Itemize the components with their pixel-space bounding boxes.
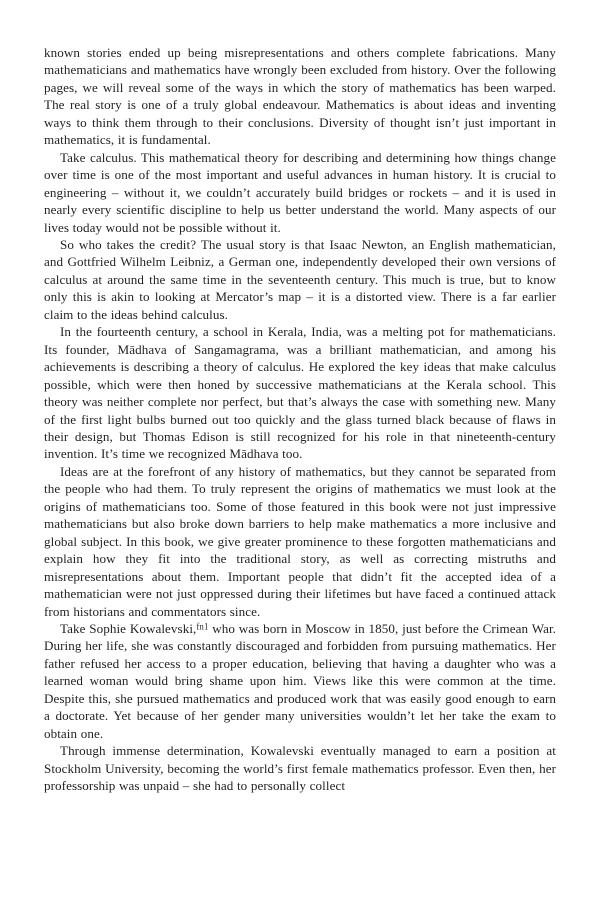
paragraph-6-text-before-footnote: Take Sophie Kowalevski,: [60, 620, 197, 636]
paragraph-5: Ideas are at the forefront of any history of mathematics, but they cannot be separated from the people who had them. To truly represent the origins of mathematics we must look at the origins of mathematicians too. Some of those featured in this book were not just impressive mathematicians but also broke down barriers to help make mathematics a more inclusive and global subject. In this book, we give greater prominence to these forgotten mathematicians and explain how they fit into the traditional story, as well as correcting mistruths and misrepresentations about them. Important people that didn’t fit the accepted idea of a mathematician were not just oppressed during their lifetimes but have faced a continued attack from historians and commentators since.: [44, 463, 556, 619]
paragraph-1: known stories ended up being misrepresentations and others complete fabrications. Many mathematicians and mathematics have wrongly been excluded from history. Over the following pages, we will reveal some of the ways in which the story of mathematics has been warped. The real story is one of a truly global endeavour. Mathematics is about ideas and inventing ways to think them through to their conclusions. Diversity of thought isn’t just important in mathematics, it is fundamental.: [44, 45, 556, 148]
paragraph-4: In the fourteenth century, a school in Kerala, India, was a melting pot for mathematicians. Its founder, Mādhava of Sangamagrama, was a brilliant mathematician, and among his achievements is describing a theory of calculus. He explored the key ideas that make calculus possible, which were then honed by successive mathematicians at the Kerala school. This theory was neither complete nor perfect, but that’s always the case with something new. Many of the first light bulbs burned out too quickly and the glass turned black because of flaws in their design, but Thomas Edison is still recognized for his role in that nineteenth-century invention. It’s time we recognized Mādhava too.: [44, 324, 556, 462]
paragraph-7: Through immense determination, Kowalevski eventually managed to earn a position at Stockholm University, becoming the world’s first female mathematics professor. Even then, her professorship was unpaid – she had to personally collect: [44, 743, 556, 794]
paragraph-6-with-footnote: [44, 620, 556, 742]
paragraph-6-text-after-footnote: who was born in Moscow in 1850, just before the Crimean War. During her life, she was constantly discouraged and forbidden from pursuing mathematics. Her father refused her access to a proper education, believing that having a daughter who was a learned woman would bring shame upon him. Views like this were common at the time. Despite this, she pursued mathematics and produced work that was easily good enough to earn a doctorate. Yet because of her gender many universities wouldn’t let her take the exam to obtain one.: [44, 620, 556, 741]
body-text-column: [44, 44, 556, 794]
footnote-reference-marker[interactable]: fn1: [196, 621, 209, 632]
paragraph-2: Take calculus. This mathematical theory for describing and determining how things change over time is one of the most important and useful advances in human history. It is crucial to engineering – without it, we couldn’t accurately build bridges or rockets – and it is used in nearly every scientific discipline to help us better understand the world. Many aspects of our lives today would not be possible without it.: [44, 149, 556, 235]
paragraph-3: So who takes the credit? The usual story is that Isaac Newton, an English mathematician, and Gottfried Wilhelm Leibniz, a German one, independently developed their own versions of calculus at around the same time in the seventeenth century. This much is true, but to know only this is akin to looking at Mercator’s map – it is a distorted view. There is a far earlier claim to the ideas behind calculus.: [44, 236, 556, 322]
